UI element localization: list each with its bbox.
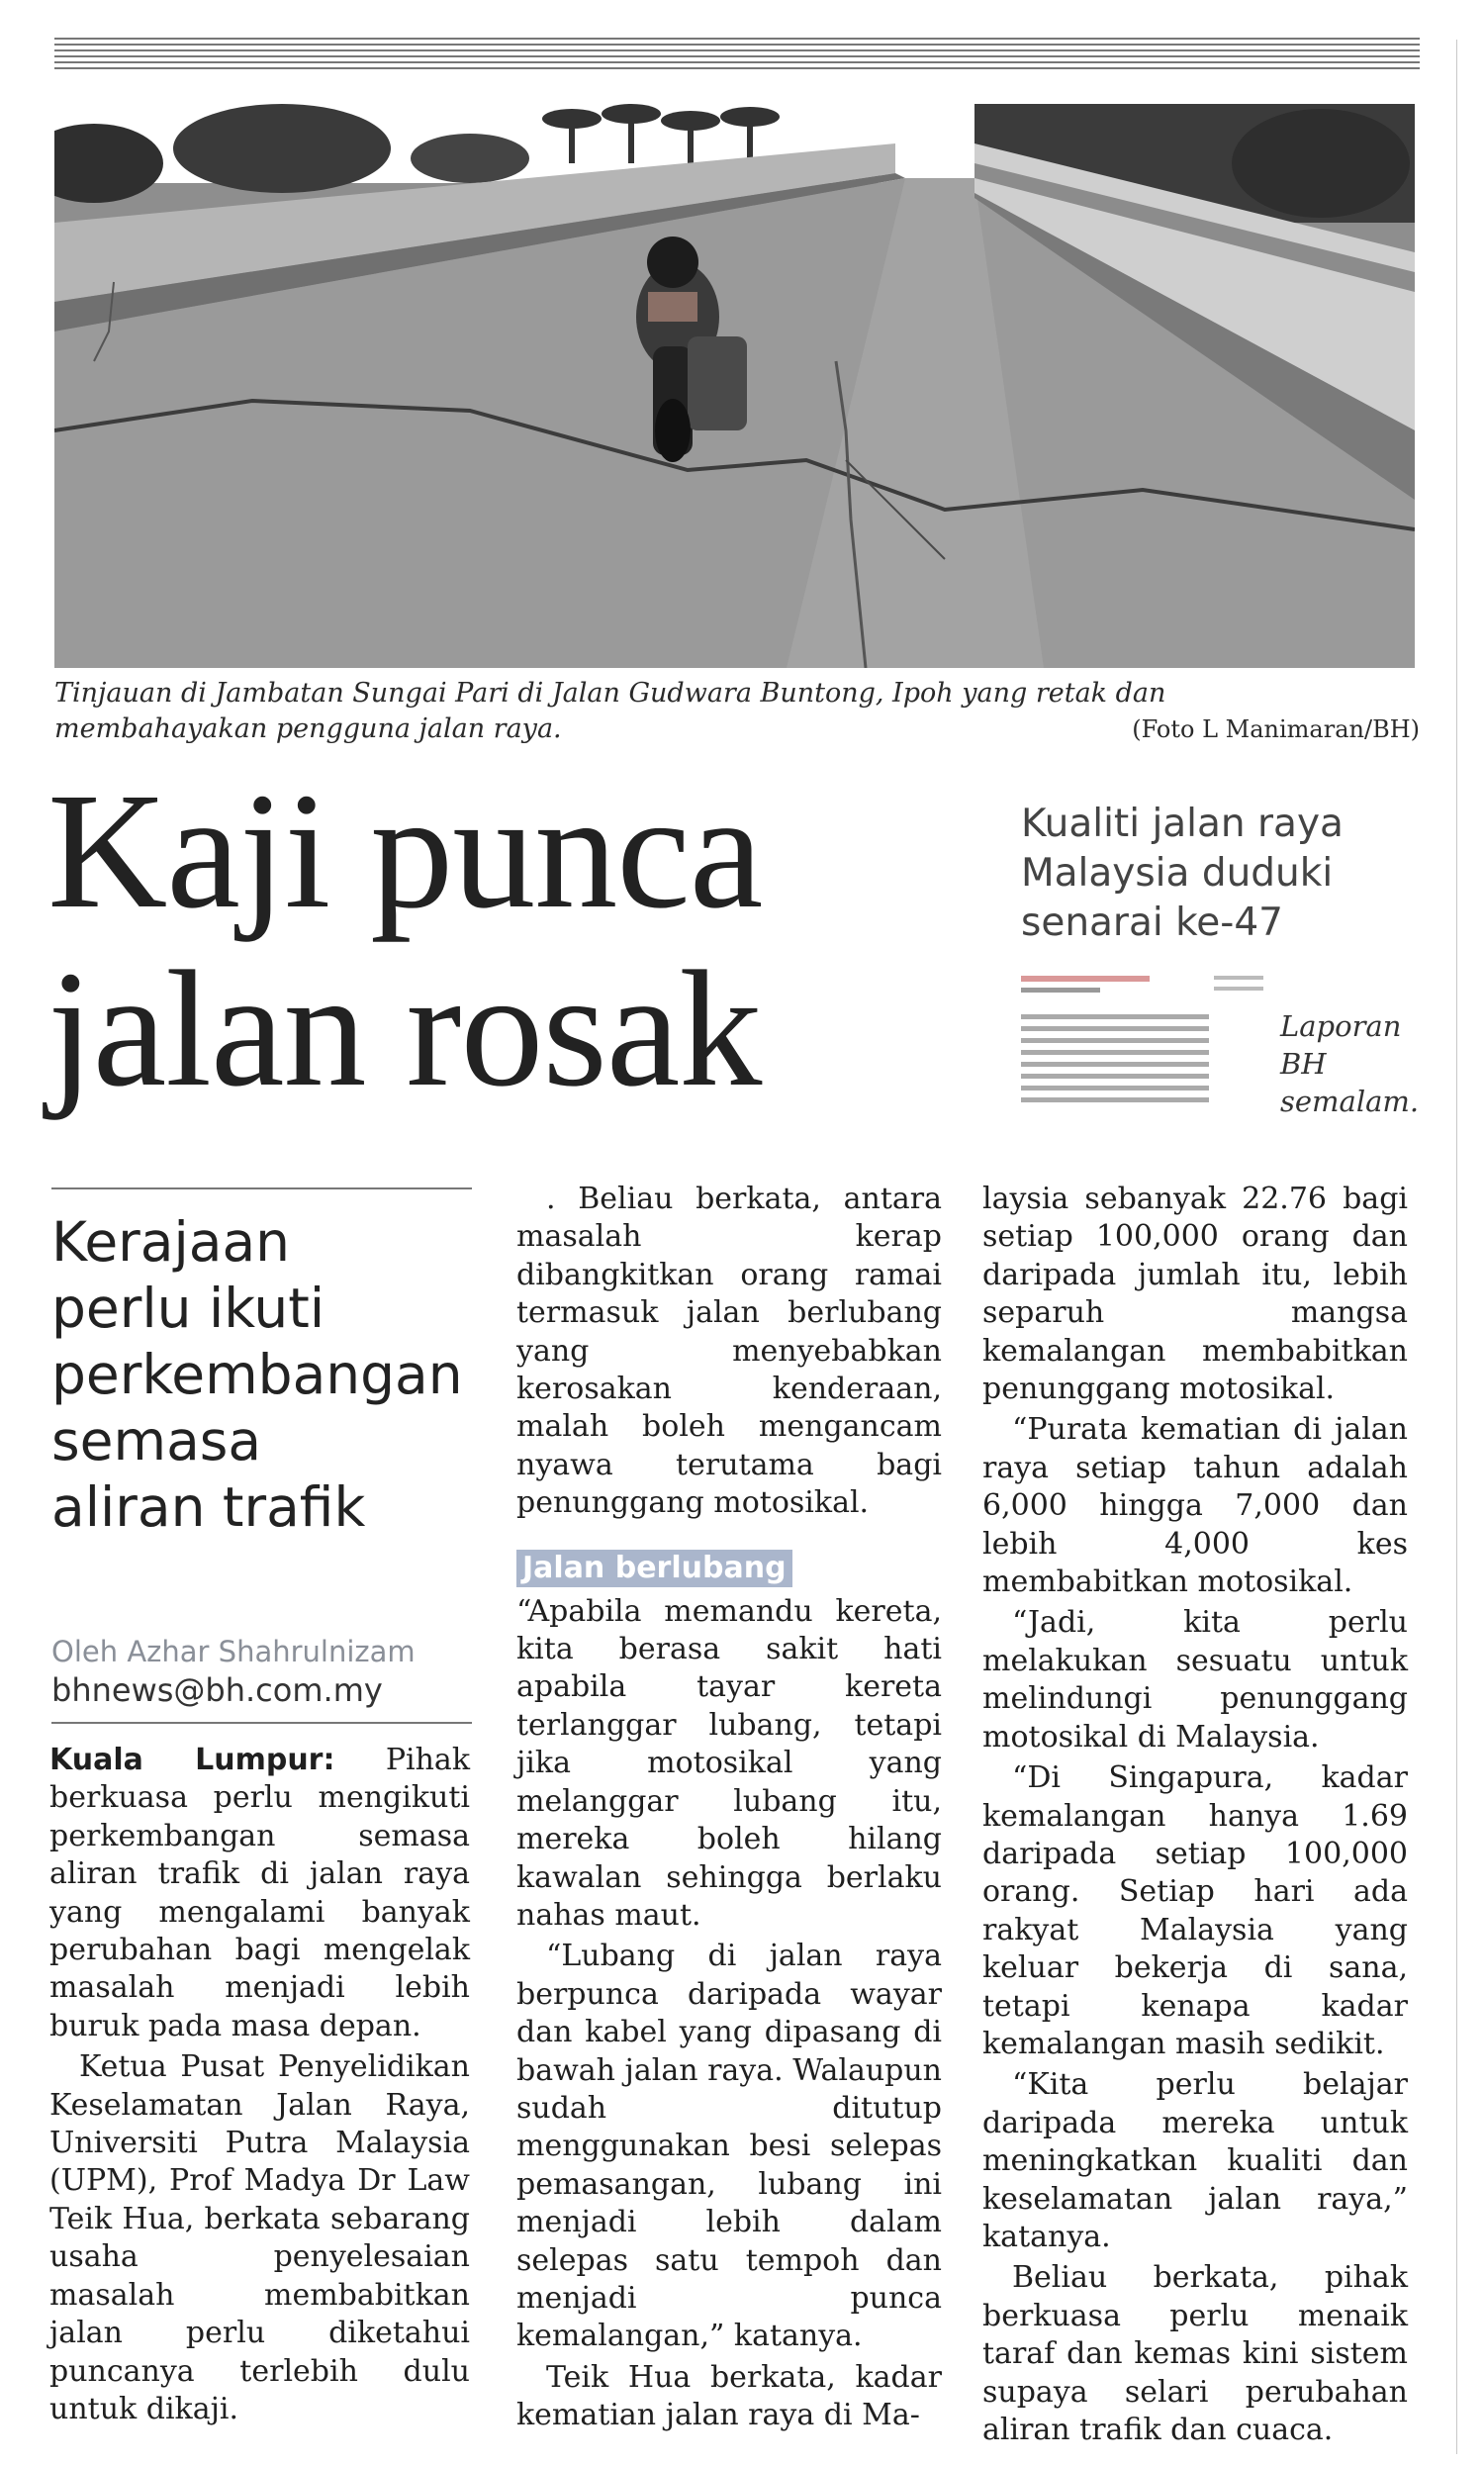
article-column-2 bbox=[516, 1181, 942, 2438]
paragraph-2: Ketua Pusat Penyelidikan Keselamatan Jalan Raya, Universiti Putra Malaysia (UPM), Prof Madya Dr Law Teik Hua, berkata sebarang usaha penyelesaian masalah membabitkan jalan perlu diketahui puncanya terlebih dulu untuk dikaji. bbox=[49, 2049, 470, 2426]
paragraph-10: “Di Singapura, kadar kemalangan hanya 1.69 daripada setiap 100,000 orang. Setiap hari ada rakyat Malaysia yang keluar bekerja di sana, tetapi kenapa kadar kemalangan masih sedikit. bbox=[982, 1760, 1408, 2061]
paragraph-11: “Kita perlu belajar daripada mereka untuk meningkatkan kualiti dan keselamatan jalan raya,” katanya. bbox=[982, 2067, 1408, 2254]
news-photo bbox=[54, 104, 1415, 668]
article-column-1 bbox=[49, 1742, 470, 2431]
byline-rule bbox=[51, 1722, 472, 1724]
teaser-note-line-2: BH bbox=[1280, 1047, 1327, 1081]
caption-line-1: Tinjauan di Jambatan Sungai Pari di Jalan Gudwara Buntong, Ipoh yang retak dan bbox=[54, 678, 1166, 709]
paragraph-1-text: Pihak berkuasa perlu mengikuti perkembangan semasa aliran trafik di jalan raya yang mengalami banyak perubahan bagi mengelak masalah menjadi lebih buruk pada masa depan. bbox=[49, 1743, 470, 2043]
caption-line-2: membahayakan pengguna jalan raya. bbox=[54, 713, 562, 744]
teaser-note bbox=[1280, 1007, 1419, 1120]
teaser-note-line-3: semalam. bbox=[1280, 1085, 1420, 1118]
deck-line-3: perkembangan bbox=[51, 1343, 463, 1406]
teaser-thumbnail-side bbox=[1214, 976, 1263, 997]
teaser-thumbnail bbox=[1021, 976, 1209, 1092]
photo-caption bbox=[54, 676, 1420, 747]
related-story-teaser bbox=[1021, 800, 1437, 1118]
teaser-title-line-2: Malaysia duduki bbox=[1021, 851, 1334, 896]
paragraph-4: “Apabila memandu kereta, kita berasa sakit hati apabila tayar kereta terlanggar lubang, tetapi jika motosikal yang melanggar lubang itu, mereka boleh hilang kawalan sehingga berlaku nahas maut. bbox=[516, 1593, 942, 1933]
paragraph-5: “Lubang di jalan raya berpunca daripada wayar dan kabel yang dipasang di bawah jalan raya. Walaupun sudah ditutup menggunakan besi selepas pemasangan, lubang ini menjadi lebih dalam selepas satu tempoh dan menjadi punca kemalangan,” katanya. bbox=[516, 1939, 942, 2354]
teaser-title bbox=[1021, 800, 1437, 948]
section-subhead: Jalan berlubang bbox=[516, 1550, 792, 1587]
headline-line-2: jalan rosak bbox=[47, 937, 762, 1121]
deck-rule-top bbox=[51, 1187, 472, 1189]
article-column-3 bbox=[982, 1181, 1408, 2452]
author-name: Oleh Azhar Shahrulnizam bbox=[51, 1635, 416, 1668]
teaser-note-line-1: Laporan bbox=[1280, 1009, 1402, 1043]
paragraph-9: “Jadi, kita perlu melakukan sesuatu untuk melindungi penunggang motosikal di Malaysia. bbox=[982, 1605, 1408, 1755]
paragraph-1 bbox=[49, 1742, 470, 2045]
paragraph-8: “Purata kematian di jalan raya setiap tahun adalah 6,000 hingga 7,000 dan lebih 4,000 kes membabitkan motosikal. bbox=[982, 1412, 1408, 1600]
deck-line-4: semasa bbox=[51, 1409, 262, 1472]
headline-line-1: Kaji punca bbox=[47, 759, 763, 943]
paragraph-3: . Beliau berkata, antara masalah kerap dibangkitkan orang ramai termasuk jalan berlubang yang menyebabkan kerosakan kenderaan, malah boleh mengancam nyawa terutama bagi penunggang motosikal. bbox=[516, 1182, 942, 1521]
paragraph-7: laysia sebanyak 22.76 bagi setiap 100,000 orang dan daripada jumlah itu, lebih separuh mangsa kemalangan membabitkan penunggang motosikal. bbox=[982, 1182, 1408, 1407]
headline bbox=[47, 759, 997, 1121]
paragraph-12: Beliau berkata, pihak berkuasa perlu menaik taraf dan kemas kini sistem supaya selari perubahan aliran trafik dan cuaca. bbox=[982, 2260, 1408, 2447]
deck-line-5: aliran trafik bbox=[51, 1475, 366, 1539]
paragraph-6: Teik Hua berkata, kadar kematian jalan raya di Ma- bbox=[516, 2359, 942, 2433]
byline bbox=[51, 1633, 487, 1710]
deck-line-1: Kerajaan bbox=[51, 1210, 291, 1274]
dateline: Kuala Lumpur: bbox=[49, 1743, 335, 1777]
page-edge bbox=[1456, 40, 1457, 2454]
teaser-title-line-3: senarai ke-47 bbox=[1021, 901, 1283, 945]
deck-subheadline bbox=[51, 1209, 497, 1541]
deck-line-2: perlu ikuti bbox=[51, 1277, 325, 1340]
teaser-title-line-1: Kualiti jalan raya bbox=[1021, 802, 1344, 846]
top-rules bbox=[54, 38, 1420, 77]
author-email: bhnews@bh.com.my bbox=[51, 1671, 383, 1709]
photo-credit: (Foto L Manimaran/BH) bbox=[1132, 715, 1420, 743]
